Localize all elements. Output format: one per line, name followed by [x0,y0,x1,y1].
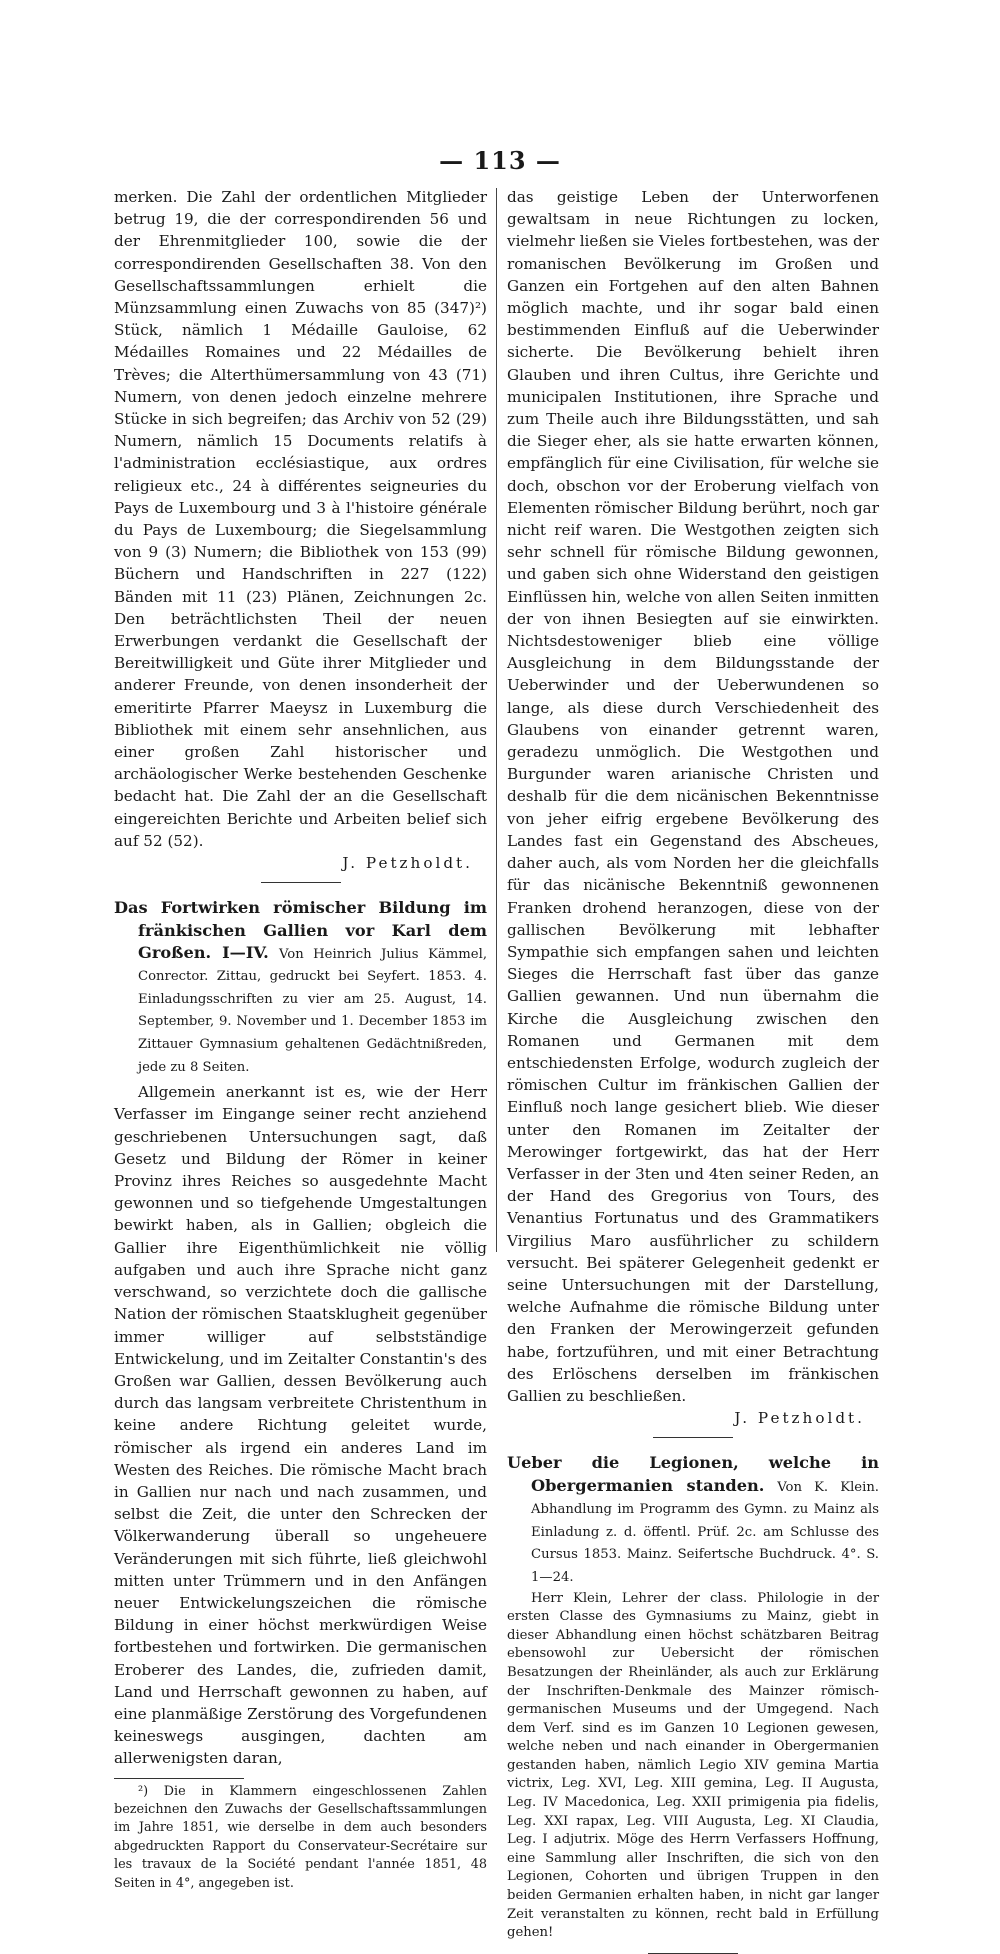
paragraph: merken. Die Zahl der ordentlichen Mitglieder betrug 19, die der correspondirenden 56 und der Ehrenmitglieder 100, sowie die der correspondirenden Gesellschaften 38. Von den Gesellschaftssammlungen erhielt die Münzsammlung einen Zuwachs von 85 (347)²) Stück, nämlich 1 Médaille Gauloise, 62 Médailles Romaines und 22 Médailles de Trèves; die Alterthümersammlung von 43 (71) Numern, von denen jedoch einzelne mehrere Stücke in sich begreifen; das Archiv von 52 (29) Numern, nämlich 15 Documents relatifs à l'administration ecclésiastique, aux ordres religieux etc., 24 à différentes seigneuries du Pays de Luxembourg und 3 à l'histoire générale du Pays de Luxembourg; die Siegelsammlung von 9 (3) Numern; die Bibliothek von 153 (99) Büchern und Handschriften in 227 (122) Bänden mit 11 (23) Plänen, Zeichnungen 2c. Den beträchtlichsten Theil der neuen Erwerbungen verdankt die Gesellschaft der Bereitwilligkeit und Güte ihrer Mitglieder und anderer Freunde, von denen insonderheit der emeritirte Pfarrer Maeysz in Luxemburg die Bibliothek mit einem sehr ansehnlichen, aus einer großen Zahl historischer und archäologischer Werke bestehenden Geschenke bedacht hat. Die Zahl der an die Gesellschaft eingereichten Berichte und Arbeiten belief sich auf 52 (52). [114,188,487,850]
review-title: Ueber die Legionen, welche in Obergermanien standen. [507,1453,879,1495]
footnote-divider [114,1778,244,1779]
footnote: ²) Die in Klammern eingeschlossenen Zahlen bezeichnen den Zuwachs der Gesellschaftssammlungen im Jahre 1851, wie derselbe in dem auch besonders abgedruckten Rapport du Conservateur-Secrétaire sur les travaux de la Société pendant l'année 1851, 48 Seiten in 4°, angegeben ist. [114,1783,487,1891]
review-bibliography: Von Heinrich Julius Kämmel, Conrector. Zittau, gedruckt bei Seyfert. 1853. 4. Einladungsschriften zu vier am 25. August, 14. September, 9. November und 1. December 1853 im Zittauer Gymnasium gehaltenen Gedächtnißreden, jede zu 8 Seiten. [138,946,488,1075]
review-bibliography: Von K. Klein. Abhandlung im Programm des Gymn. zu Mainz als Einladung z. d. öffentl. Prüf. 2c. am Schlusse des Cursus 1853. Mainz. Seifertsche Buchdruck. 4°. S. 1—24. [531,1479,880,1585]
right-column [507,186,879,1954]
review-entry [507,1452,879,1587]
paragraph: Herr Klein, Lehrer der class. Philologie in der ersten Classe des Gymnasiums zu Mainz, giebt in dieser Abhandlung einen höchst schätzbaren Beitrag ebensowohl zur Uebersicht der römischen Besatzungen der Rheinländer, als auch zur Erklärung der Inschriften-Denkmale des Mainzer römisch-germanischen Museums und der Umgegend. Nach dem Verf. sind es im Ganzen 10 Legionen gewesen, welche neben und nach einander in Obergermanien gestanden haben, nämlich Legio XIV gemina Martia victrix, Leg. XVI, Leg. XIII gemina, Leg. II Augusta, Leg. IV Macedonica, Leg. XXII primigenia pia fidelis, Leg. XXI rapax, Leg. VIII Augusta, Leg. XI Claudia, Leg. I adjutrix. Möge des Herrn Verfassers Hoffnung, eine Sammlung aller Inschriften, die sich von den Legionen, Cohorten und übrigen Truppen in den beiden Germanien erhalten haben, in nicht gar langer Zeit veranstalten zu können, recht bald in Erfüllung gehen! [507,1590,879,1941]
review-entry [114,897,487,1077]
paragraph: das geistige Leben der Unterworfenen gewaltsam in neue Richtungen zu locken, vielmehr ließen sie Vieles fortbestehen, was der romanischen Bevölkerung im Großen und Ganzen ein Fortgehen auf den alten Bahnen möglich machte, und ihr sogar bald einen bestimmenden Einfluß auf die Ueberwinder sicherte. Die Bevölkerung behielt ihren Glauben und ihren Cultus, ihre Gerichte und municipalen Institutionen, ihre Sprache und zum Theile auch ihre Bildungsstätten, und sah die Sieger eher, als sie hatte erwarten können, empfänglich für eine Civilisation, für welche sie doch, obschon vor der Eroberung vielfach von Elementen römischer Bildung berührt, noch gar nicht reif waren. Die Westgothen zeigten sich sehr schnell für römische Bildung gewonnen, und gaben sich ohne Widerstand den geistigen Einflüssen hin, welche von allen Seiten inmitten der von ihnen Besiegten auf sie einwirkten. Nichtsdestoweniger blieb eine völlige Ausgleichung in dem Bildungsstande der Ueberwinder und der Ueberwundenen so lange, als diese durch Verschiedenheit des Glaubens von einander getrennt waren, geradezu unmöglich. Die Westgothen und Burgunder waren arianische Christen und deshalb für die dem nicänischen Bekenntnisse von jeher eifrig ergebene Bevölkerung des Landes fast ein Gegenstand des Abscheues, daher auch, als vom Norden her die gleichfalls für das nicänische Bekenntniß gewonnenen Franken drohend heranzogen, diese von der gallischen Bevölkerung mit lebhafter Sympathie sich empfangen sahen und leichten Sieges die Herrschaft fast über das ganze Gallien gewannen. Und nun übernahm die Kirche die Ausgleichung zwischen den Romanen und Germanen mit dem entschiedensten Erfolge, wodurch zugleich der römischen Cultur im fränkischen Gallien der Einfluß noch lange gesichert blieb. Wie dieser unter den Romanen im Zeitalter der Merowinger fortgewirkt, das hat der Herr Verfasser in der 3ten und 4ten seiner Reden, an der Hand des Gregorius von Tours, des Venantius Fortunatus und des Grammatikers Virgilius Maro ausführlicher zu schildern versucht. Bei späterer Gelegenheit gedenkt er seine Untersuchungen mit der Darstellung, welche Aufnahme die römische Bildung unter den Franken der Merowingerzeit gefunden habe, fortzuführen, und mit einer Betrachtung des Erlöschens derselben im fränkischen Gallien zu beschließen. [507,188,879,1405]
paragraph: Allgemein anerkannt ist es, wie der Herr Verfasser im Eingange seiner recht anziehend geschriebenen Untersuchungen sagt, daß Gesetz und Bildung der Römer in keiner Provinz ihres Reiches so ausgedehnte Macht gewonnen und so tiefgehende Umgestaltungen bewirkt haben, als in Gallien; obgleich die Gallier ihre Eigenthümlichkeit nie völlig aufgaben und auch ihre Sprache nicht ganz verschwand, so verzichtete doch die gallische Nation der römischen Staatsklugheit gegenüber immer williger auf selbstständige Entwickelung, und im Zeitalter Constantin's des Großen war Gallien, dessen Bevölkerung auch durch das langsam verbreitete Christenthum in keine andere Richtung geleitet wurde, römischer als irgend ein anderes Land im Westen des Reiches. Die römische Macht brach in Gallien nur nach und nach zusammen, und selbst die Zeit, die unter den Schrecken der Völkerwanderung überall so ungeheuere Veränderungen mit sich führte, ließ gleichwohl mitten unter Trümmern und in den Anfängen neuer Entwickelungszeichen die römische Bildung in einer höchst merkwürdigen Weise fortbestehen und fortwirken. Die germanischen Eroberer des Landes, die, zufrieden damit, Land und Herrschaft gewonnen zu haben, auf eine planmäßige Zerstörung des Vorgefundenen keineswegs ausgingen, dachten am allerwenigsten daran, [114,1083,487,1768]
left-column [114,186,487,1893]
review-title: Das Fortwirken römischer Bildung im fränkischen Gallien vor Karl dem Großen. I—IV. [114,898,487,962]
signature: J. Petzholdt. [734,1409,865,1428]
column-divider [496,188,497,1252]
section-divider [261,882,341,883]
signature: J. Petzholdt. [342,854,473,873]
section-divider [653,1437,733,1438]
page-number: — 113 — [439,146,561,175]
